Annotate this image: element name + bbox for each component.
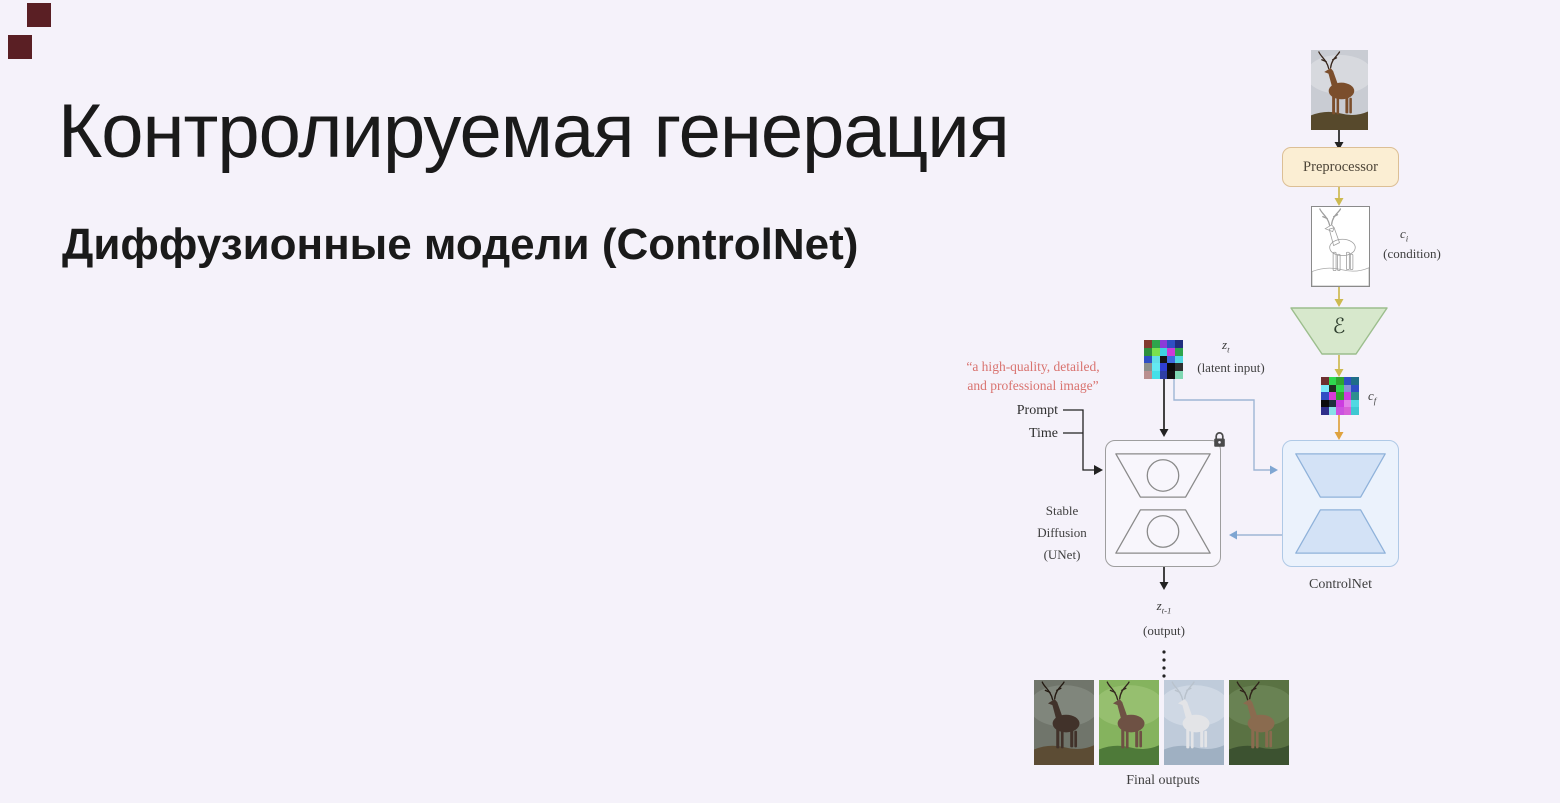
prompt-quote-line2: and professional image” — [967, 378, 1099, 393]
cf-symbol: $c_f$ — [1368, 388, 1377, 406]
controlnet-shapes — [1283, 441, 1398, 566]
stable-diffusion-unet-box — [1105, 440, 1221, 567]
zt-symbol: $z_t$ — [1222, 337, 1230, 355]
final-output-photo-1 — [1034, 680, 1094, 765]
final-outputs-label: Final outputs — [1126, 773, 1200, 788]
lock-icon — [1212, 431, 1227, 448]
controlnet-label: ControlNet — [1309, 577, 1372, 592]
cf-latent-grid — [1321, 377, 1359, 415]
controlnet-box — [1282, 440, 1399, 567]
slide-title: Контролируемая генерация — [58, 89, 1009, 174]
condition-caption: (condition) — [1383, 246, 1441, 261]
decor-square-top — [27, 3, 51, 27]
condition-sketch-image — [1311, 206, 1370, 287]
condition-symbol: $c_i$ — [1400, 226, 1409, 244]
output-caption: (output) — [1143, 623, 1185, 638]
slide-subtitle: Диффузионные модели (ControlNet) — [62, 220, 859, 269]
input-deer-photo — [1311, 50, 1368, 130]
time-label: Time — [1028, 426, 1058, 441]
prompt-quote-line1: “a high-quality, detailed, — [966, 359, 1100, 374]
zt-latent-grid — [1144, 340, 1183, 379]
unet-shapes — [1106, 441, 1220, 566]
zt-caption: (latent input) — [1197, 360, 1265, 375]
prompt-label: Prompt — [1016, 403, 1058, 418]
final-output-photo-3 — [1164, 680, 1224, 765]
preprocessor-box — [1282, 147, 1399, 187]
final-output-photo-4 — [1229, 680, 1289, 765]
stable-diffusion-label: Stable Diffusion (UNet) — [1037, 503, 1087, 562]
encoder-label: ℰ — [1332, 314, 1346, 338]
preprocessor-label: Preprocessor — [1303, 158, 1378, 175]
final-output-photo-2 — [1099, 680, 1159, 765]
output-symbol: $z_{t-1}$ — [1156, 598, 1172, 616]
prompt-quote — [948, 357, 1118, 395]
decor-square-bottom — [8, 35, 32, 59]
